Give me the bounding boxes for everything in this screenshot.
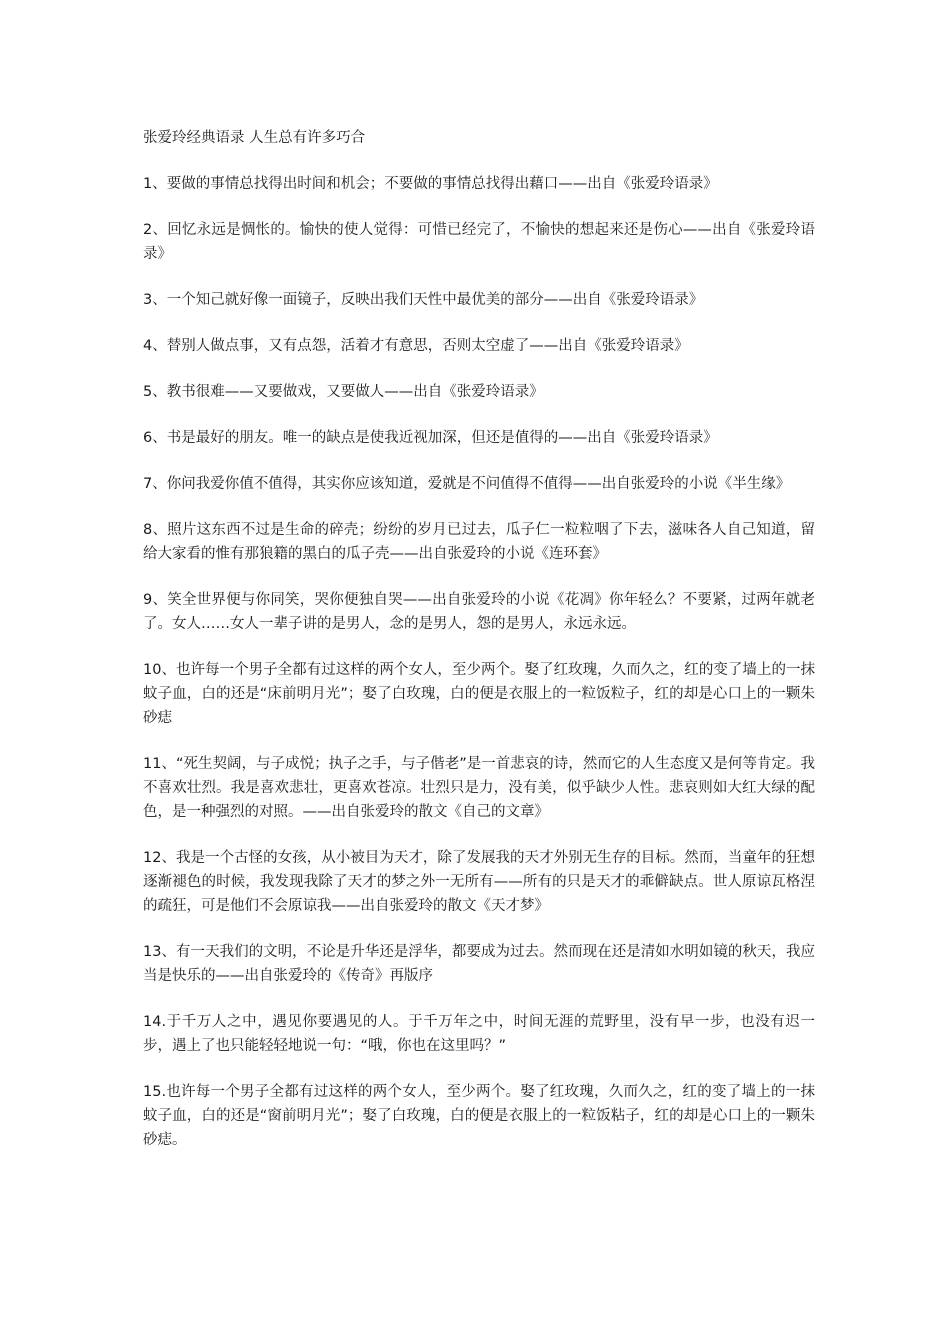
quote-entry-14: 14.于千万人之中，遇见你要遇见的人。于千万年之中，时间无涯的荒野里，没有早一步，也没有迟一步，遇上了也只能轻轻地说一句：“哦，你也在这里吗？” — [143, 1014, 815, 1054]
document-title: 张爱玲经典语录 人生总有许多巧合 — [143, 130, 366, 146]
quote-entry-10: 10、也许每一个男子全都有过这样的两个女人，至少两个。娶了红玫瑰，久而久之，红的变了墙上的一抹蚊子血，白的还是“床前明月光”；娶了白玫瑰，白的便是衣服上的一粒饭粒子，红的却是心口上的一颗朱砂痣 — [143, 662, 815, 726]
quote-entry-9: 9、笑全世界便与你同笑，哭你便独自哭——出自张爱玲的小说《花凋》你年轻么？不要紧，过两年就老了。女人……女人一辈子讲的是男人，念的是男人，怨的是男人，永远永远。 — [143, 592, 815, 632]
quote-entry-5: 5、教书很难——又要做戏，又要做人——出自《张爱玲语录》 — [143, 384, 544, 400]
quote-entry-13: 13、有一天我们的文明，不论是升华还是浮华，都要成为过去。然而现在还是清如水明如镜的秋天，我应当是快乐的——出自张爱玲的《传奇》再版序 — [143, 944, 815, 984]
quote-entry-15: 15.也许每一个男子全都有过这样的两个女人，至少两个。娶了红玫瑰，久而久之，红的变了墙上的一抹蚊子血，白的还是“窗前明月光”；娶了白玫瑰，白的便是衣服上的一粒饭粘子，红的却是心口上的一颗朱砂痣。 — [143, 1084, 815, 1148]
quote-entry-12: 12、我是一个古怪的女孩，从小被目为天才，除了发展我的天才外别无生存的目标。然而，当童年的狂想逐渐褪色的时候，我发现我除了天才的梦之外一无所有——所有的只是天才的乖僻缺点。世人原谅瓦格涅的疏狂，可是他们不会原谅我——出自张爱玲的散文《天才梦》 — [143, 850, 815, 914]
quote-entry-11: 11、“死生契阔，与子成悦；执子之手，与子偕老”是一首悲哀的诗，然而它的人生态度又是何等肯定。我不喜欢壮烈。我是喜欢悲壮，更喜欢苍凉。壮烈只是力，没有美，似乎缺少人性。悲哀则如大红大绿的配色，是一种强烈的对照。——出自张爱玲的散文《自己的文章》 — [143, 756, 815, 820]
quote-entry-2: 2、回忆永远是惆怅的。愉快的使人觉得：可惜已经完了，不愉快的想起来还是伤心——出自《张爱玲语录》 — [143, 222, 815, 262]
quote-entry-7: 7、你问我爱你值不值得，其实你应该知道，爱就是不问值得不值得——出自张爱玲的小说《半生缘》 — [143, 476, 791, 492]
quote-entry-8: 8、照片这东西不过是生命的碎壳；纷纷的岁月已过去，瓜子仁一粒粒咽了下去，滋味各人自己知道，留给大家看的惟有那狼籍的黑白的瓜子壳——出自张爱玲的小说《连环套》 — [143, 522, 815, 562]
quote-entry-1: 1、要做的事情总找得出时间和机会；不要做的事情总找得出藉口——出自《张爱玲语录》 — [143, 176, 718, 192]
quote-entry-4: 4、替别人做点事，又有点怨，活着才有意思，否则太空虚了——出自《张爱玲语录》 — [143, 338, 689, 354]
quote-entry-3: 3、一个知己就好像一面镜子，反映出我们天性中最优美的部分——出自《张爱玲语录》 — [143, 292, 704, 308]
document-page — [143, 126, 815, 1174]
quote-entry-6: 6、书是最好的朋友。唯一的缺点是使我近视加深，但还是值得的——出自《张爱玲语录》 — [143, 430, 718, 446]
